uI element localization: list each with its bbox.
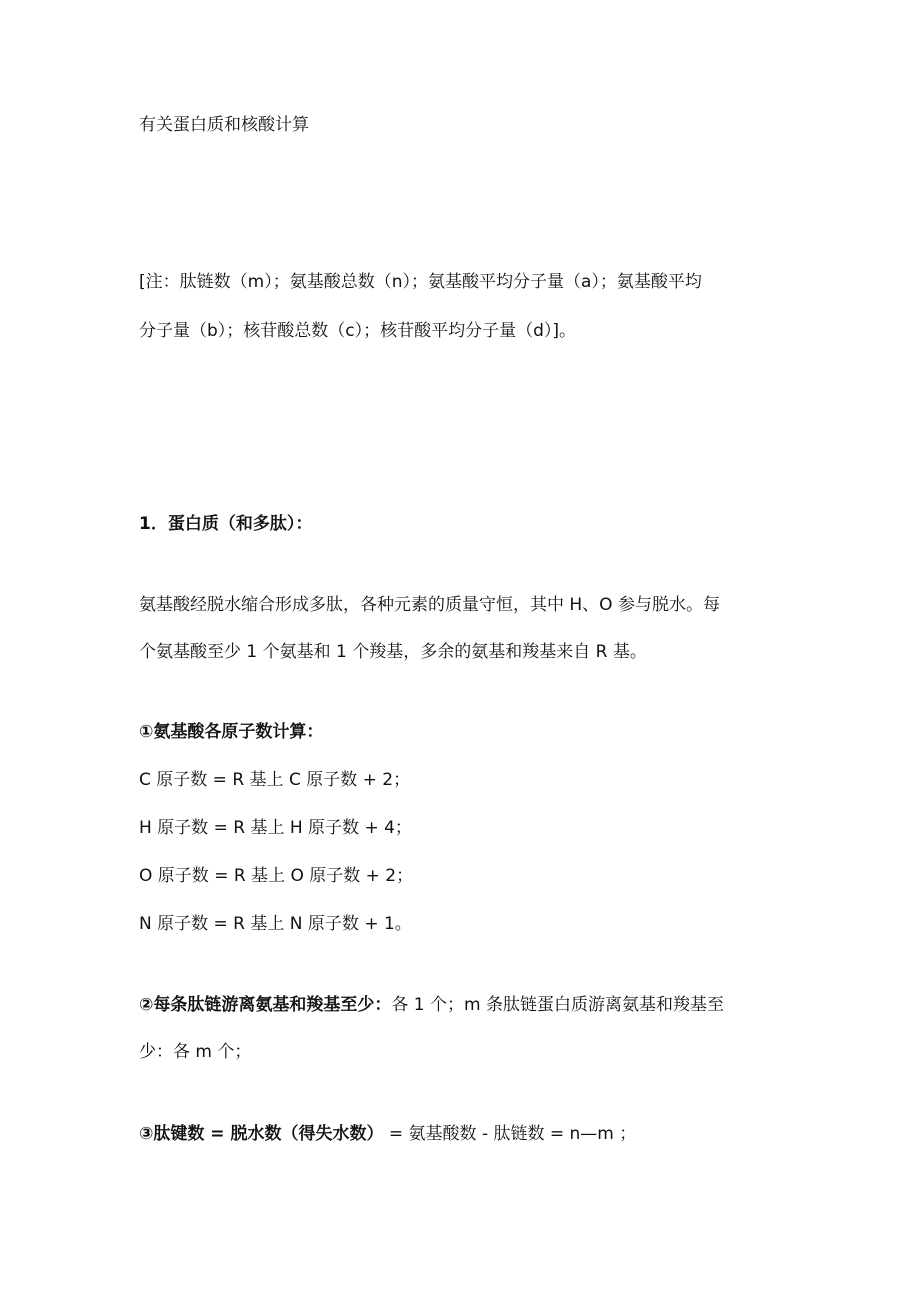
item-3-heading: ③肽键数 = 脱水数（得失水数）: [139, 1124, 384, 1144]
note-line-1: [注：肽链数（m）；氨基酸总数（n）；氨基酸平均分子量（a）；氨基酸平均: [139, 272, 702, 292]
section-1-intro-line-1: 氨基酸经脱水缩合形成多肽，各种元素的质量守恒，其中 H、O 参与脱水。每: [139, 595, 720, 615]
item-2-text: 各 1 个；m 条肽链蛋白质游离氨基和羧基至: [391, 995, 724, 1015]
item-3-text: = 氨基酸数 - 肽链数 = n—m ；: [388, 1124, 637, 1144]
doc-title: 有关蛋白质和核酸计算: [139, 115, 309, 135]
item-2-heading: ②每条肽链游离氨基和羧基至少：: [139, 995, 392, 1015]
formula-h: H 原子数 = R 基上 H 原子数 + 4；: [139, 818, 412, 838]
section-1-intro-line-2: 个氨基酸至少 1 个氨基和 1 个羧基，多余的氨基和羧基来自 R 基。: [139, 642, 647, 662]
note-line-2: 分子量（b）；核苷酸总数（c）；核苷酸平均分子量（d）]。: [139, 321, 577, 341]
item-3-line: [139, 1123, 636, 1145]
formula-c: C 原子数 = R 基上 C 原子数 + 2；: [139, 770, 411, 790]
item-1-heading: ①氨基酸各原子数计算：: [139, 722, 324, 742]
section-1-heading: 1．蛋白质（和多肽）：: [139, 514, 313, 534]
item-2-line-1: [139, 994, 724, 1016]
formula-o: O 原子数 = R 基上 O 原子数 + 2；: [139, 866, 414, 886]
formula-n: N 原子数 = R 基上 N 原子数 + 1。: [139, 914, 412, 934]
item-2-line-2: 少：各 m 个；: [139, 1042, 252, 1062]
